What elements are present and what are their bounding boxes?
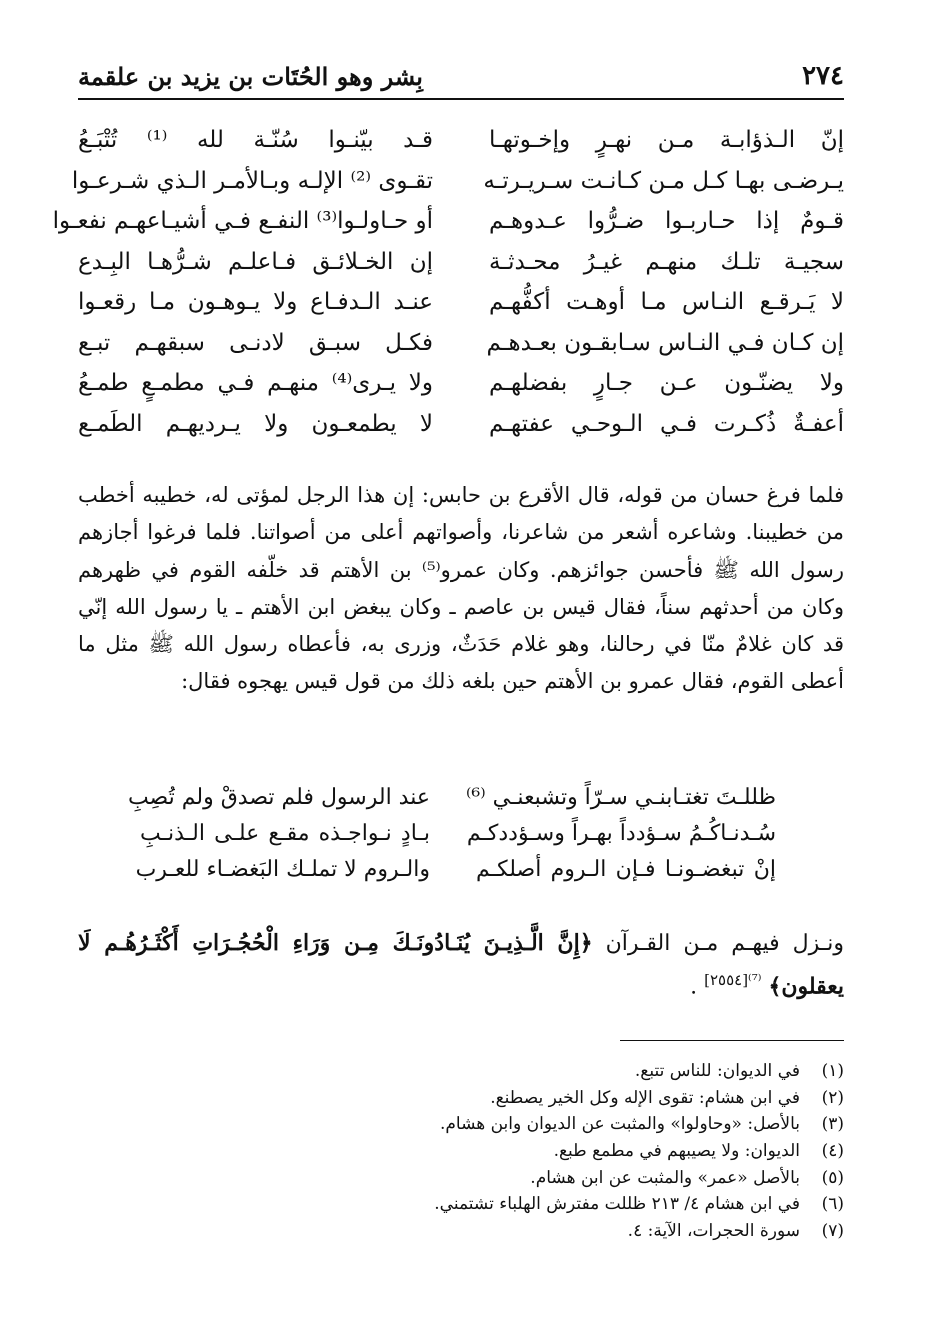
hemistich: سُـدنـاكُـمُ سـؤدداً بهـراً وسـؤددكـم [466, 821, 776, 846]
footnote-number: (٤) [821, 1141, 844, 1162]
footnote [200, 1138, 844, 1165]
quran-reference: ⁽⁷⁾[٢٥٥٤] [704, 971, 762, 989]
poem-block-2 [127, 780, 776, 892]
hemistich: أو حـاولـوا⁽³⁾ النفـع فـي أشيـاعهـم نفعـوا [52, 208, 433, 234]
poem-1-first-hemistichs [483, 120, 844, 444]
hemistich: قـد بيّنـوا سُنّـة لله ⁽¹⁾ تُتْبَـعُ [78, 127, 433, 153]
hemistich: أعفـةٌ ذُكـرت فـي الـوحـي عفتهـم [489, 410, 844, 437]
hemistich: إن كـان فـي النـاس سـابقـون بعـدهـم [486, 329, 844, 356]
hemistich: تقـوى ⁽²⁾ الإلـه وبـالأمـر الـذي شـرعـوا [71, 167, 433, 194]
page-header [78, 58, 844, 94]
hemistich: لا يطمعـون ولا يـرديهـم الطَمـع [78, 410, 433, 437]
hemistich: قـومٌ إذا حـاربـوا ضـرُّوا عـدوهـم [489, 208, 844, 234]
footnotes [200, 1058, 844, 1245]
hemistich: عنـد الـدفـاع ولا يـوهـون مـا رقعـوا [78, 289, 433, 315]
hemistich: إنْ تبغضـونـا فـإن الـروم أصلكـم [476, 857, 776, 882]
hemistich: لا يَـرقـع النـاس مـا أوهـت أكفُّهـم [489, 289, 844, 315]
hemistich: إن الخـلائـق فـاعلـم شـرُّهـا البِـدع [78, 248, 433, 275]
quran-intro: ونـزل فيهـم مـن القـرآن [605, 931, 844, 956]
footnote-text: بالأصل: «وحاولوا» والمثبت عن الديوان وابن هشام. [439, 1114, 800, 1135]
footnote-number: (٧) [821, 1221, 844, 1242]
footnote-text: بالأصل «عمر» والمثبت عن ابن هشام. [530, 1167, 800, 1188]
poem-2-second-hemistichs [127, 780, 430, 888]
footnote-number: (٣) [821, 1114, 844, 1135]
hemistich: بـادٍ نـواجـذه مقـع علـى الـذنـبِ [140, 821, 430, 846]
footnote [200, 1191, 844, 1218]
footnote-number: (٦) [821, 1194, 844, 1215]
quran-verse: ﴿إِنَّ الَّـذِيـنَ يُنَـادُونَـكَ مِـن وَرَاءِ الْحُجُـرَاتِ أَكْثَـرُهُـم لَا يعقلون﴾ [78, 930, 844, 1000]
footnote-text: الديوان: ولا يصيبهم في مطمع طبع. [553, 1141, 800, 1162]
prose-paragraph: فلما فرغ حسان من قوله، قال الأقرع بن حابس: إن هذا الرجل لمؤتى له، خطيبه أخطب من خطيبنا. وشاعره أشعر من شاعرنا، وأصواتهم أعلى من أصواتنا. فلما فرغوا أجازهم رسول الله ﷺ فأحسن جوائزهم. وكان عمرو⁽⁵⁾ بن الأهتم قد خلّفه القوم في ظهرهم وكان من أحدثهم سناً، فقال قيس بن عاصم ـ وكان يبغض ابن الأهتم ـ يا رسول الله إنّي قد كان غلامٌ منّا في رحالنا، وهو غلام حَدَثٌ، وزرى به، فأعطاه رسول الله ﷺ مثل ما أعطى القوم، فقال عمرو بن الأهتم حين بلغه ذلك من قول قيس يهجوه فقال: [78, 483, 844, 694]
footnote-number: (٥) [821, 1167, 844, 1188]
footnote-text: في الديوان: للناس تتبع. [634, 1061, 800, 1081]
header-rule [78, 98, 844, 100]
poem-1-second-hemistichs [52, 120, 433, 444]
footnote-separator [620, 1040, 844, 1041]
hemistich: سجيـة تلـك منهـم غيـرُ محـدثـة [489, 248, 844, 275]
quran-paragraph [78, 925, 844, 1005]
hemistich: ولا يـرى⁽⁴⁾ منهـم فـي مطمـعٍ طمـعُ [78, 370, 433, 396]
hemistich: فكـل سبـق لادنـى سبقهـم تبـع [78, 329, 433, 356]
hemistich: ولا يضنّـون عـن جـارٍ بفضلهـم [489, 370, 844, 396]
hemistich: إنّ الـذؤابـة مـن نهـرٍ وإخـوتهـا [489, 127, 844, 153]
footnote [200, 1165, 844, 1192]
footnote [200, 1111, 844, 1138]
hemistich: يـرضـى بهـا كـل مـن كـانـت سـريـرتـه [483, 167, 844, 194]
footnote [200, 1218, 844, 1245]
hemistich: ظللـتَ تغتـابنـي سـرّاً وتشبعنـي ⁽⁶⁾ [466, 785, 776, 810]
page-number: ٢٧٤ [802, 61, 844, 91]
hemistich: عند الرسول فلم تصدقْ ولم تُصِبِ [127, 785, 430, 810]
quran-end-mark: . [690, 974, 698, 1000]
footnote-text: في ابن هشام: تقوى الإله وكل الخير يصطنع. [490, 1087, 800, 1108]
running-title: بِشر وهو الحُتَات بن يزيد بن علقمة [78, 61, 423, 91]
footnote-number: (١) [821, 1061, 844, 1081]
poem-block-1 [52, 120, 844, 450]
footnote-number: (٢) [821, 1087, 844, 1108]
hemistich: والـروم لا تملـك البَغضـاء للعـرب [135, 857, 430, 882]
footnote [200, 1085, 844, 1112]
footnote-text: سورة الحجرات، الآية: ٤. [627, 1221, 800, 1242]
poem-2-first-hemistichs [466, 780, 776, 888]
footnote-text: في ابن هشام ٤/ ٢١٣ ظللت مفترش الهلباء تشتمني. [434, 1194, 800, 1215]
footnote [200, 1058, 844, 1085]
